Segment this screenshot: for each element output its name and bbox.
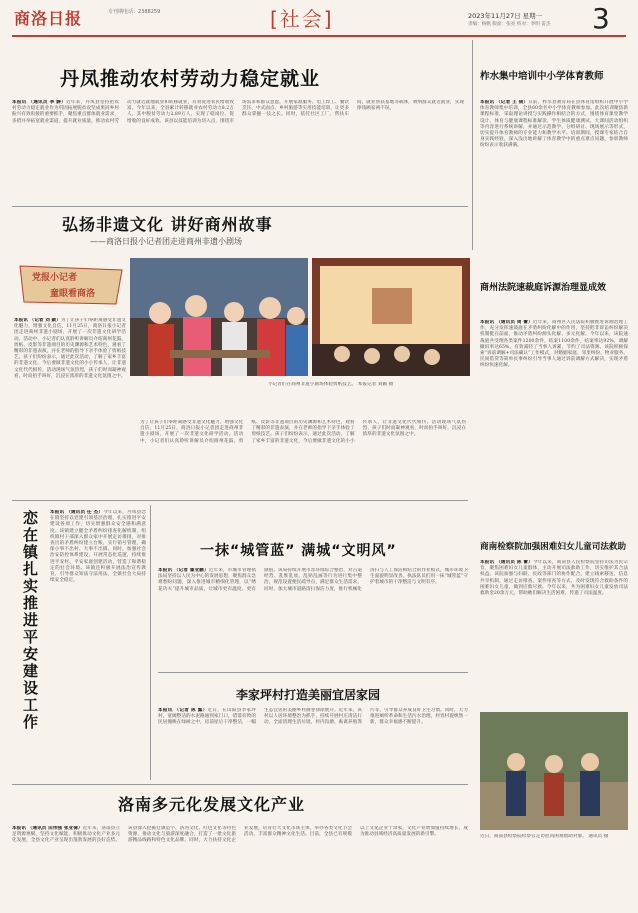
masthead-rule — [12, 35, 626, 37]
edition-info: 专刊期电话：2388259 — [108, 9, 161, 15]
issue-date: 2023年11月27日 星期一 — [468, 12, 543, 20]
section-title: [社会] — [270, 7, 334, 31]
article7-body — [158, 708, 468, 780]
article9-text: 近年来，洛南县立足资源禀赋，坚持文化赋能，积极推动文化产业多元化发展，全县文化产业呈现出蓬勃发展的良好态势。该县深入挖掘仓颉造字、洛河文化、红色文化等特色资源，推动文化与旅游深度融合，打造了一批文化旅游精品线路和特色文化品牌。同时，大力扶持文化企业发展，培育壮大文化市场主体，举办各类文化节会活动，丰富群众精神文化生活。目前，全县已有规模以上文化企业十余家，文化产业增加值持续增长，成为推动县域经济高质量发展的新引擎。 — [12, 826, 468, 844]
article7-title: 李家坪村打造美丽宜居家园 — [236, 688, 381, 702]
article1-text: 近年来，丹凤县坚持把农村劳动力稳定就业作为巩固拓展脱贫攻坚成果同乡村振兴有效衔接的重要抓手，聚焦重点群体就业需求，多措并举拓宽就业渠道，提升就业质量，推动农村劳动力就近就地就业和转移就业，有效促进农民增收致富。今年以来，全县累计转移就业农村劳动力8.2万人，其中脱贫劳动力2.89万人，实现了稳岗位、促增收的良好成效。该县以技能培训为切入点，围绕市场需求和群众意愿，开展家政服务、电工焊工、餐饮烹饪、中式面点、乡村旅游等实用技能培训，让更多群众掌握一技之长。同时，依托社区工厂、帮扶车间、就业帮扶基地等载体，吸纳群众就近就业，实现挣钱顾家两不误。 — [12, 100, 464, 124]
article2-byline: 本报讯 （记者 王 倩） — [480, 100, 529, 105]
article5-body — [50, 510, 146, 778]
article3-text-cont: 为了让孩子们零距离感受非遗文化魅力，增强文化自信，11月25日，商洛日报小记者团走进商州非遗小剧场，开展了一次非遗文化研学活动。活动中，小记者们认真聆听讲解员介绍商州花鼓、剪纸、皮影等非遗项目的历史渊源和艺术特色，观看了精彩的非遗表演，并在老师的指导下亲手体验了剪纸技艺。孩子们纷纷表示，通过此次活动，了解了家乡丰富的非遗文化，今后要做非遗文化的小小传承人，让非遗文化代代相传。活动现场气氛热烈，孩子们时而凝神观看，时而拍手叫好，沉浸在浓厚的非遗文化氛围之中。 — [140, 420, 466, 444]
column-divider-2 — [150, 505, 151, 780]
section-divider-3 — [158, 672, 468, 673]
article8-byline: 本报讯 （通讯员 陈 蕾） — [480, 560, 533, 565]
photo-stage-illustration — [312, 258, 470, 376]
article6-body — [158, 568, 468, 666]
section-divider-2 — [12, 500, 468, 501]
article8-caption: 近日，商南县检察院检察官走访慰问困难救助对象。 通讯员 摄 — [480, 834, 609, 839]
article1-byline: 本报讯 （通讯员 李 静） — [12, 100, 66, 105]
article4-byline: 本报讯 （通讯员 周 蕾） — [480, 320, 533, 325]
reporter-badge — [16, 262, 126, 308]
photo-children-craft — [130, 258, 308, 376]
article8-title: 商南检察院加强困难妇女儿童司法救助 — [480, 542, 627, 552]
article4-body — [480, 320, 628, 520]
page-number: 3 — [592, 2, 610, 35]
article2-text: 日前，柞水县教育局在县体育馆组织开展中小学体育教师集中培训，全县60余名中小学体育教师参加。此次培训聚焦新课程标准，采取理论讲授与实践操作相结合的方式，围绕体育课堂教学设计、体育与健康课程标准解读、学生体质健康测试、大课间活动组织等内容进行系统讲解，并通过示范教学、分组研讨、现场展示等形式，切实提升体育教师的专业能力和教学水平。培训期间，授课专家结合自身实践经验，深入浅出地讲解了体育教学中的重点难点问题，参训教师纷纷表示收获满满。 — [480, 100, 628, 149]
article8-text: 今年以来，商南县人民检察院坚持司法为民宗旨，聚焦困难妇女儿童群体，主动开展司法救助工作，切实维护其合法权益。该院加强与妇联、民政等部门的协作配合，建立线索移送、信息共享机制，通过走访排查、案件审查等方式，及时发现符合救助条件的困难妇女儿童，做到应救尽救。今年以来，共为困难妇女儿童发放司法救助金20余万元，帮助她们解决生活困难，传递了司法温度。 — [480, 560, 628, 597]
article9-byline: 本报讯 （通讯员 田伟强 张亚倩） — [12, 826, 83, 831]
article5-title: 恋在镇扎实推进平安建设工作 — [21, 510, 39, 731]
article3-byline: 本报讯 （记者 刘 颖） — [14, 318, 61, 323]
article9-title: 洛南多元化发展文化产业 — [118, 795, 306, 814]
article4-title: 商州法院速裁庭诉源治理显成效 — [480, 283, 607, 293]
article3-body — [14, 318, 126, 458]
section-divider-4 — [12, 784, 468, 785]
editor-line: 责编：杨帆 版面：张亮 校对：李明 雷杰 — [468, 22, 551, 27]
article7-byline: 本报讯 （记者 陈 露） — [158, 708, 208, 713]
article6-text: 近年来，市城市管理执法局坚持以人民为中心的发展思想，聚焦群众急难愁盼问题，深入推进城市精细化管理，以“绣花功夫”提升城市品质，让城市更有温度、更有颜值。该局持续开展市容环境综合整治，对占道经营、乱堆乱放、乱贴乱画等行为进行集中整治，规范设置便民疏导点，满足群众生活需求。同时，加大城市道路清扫保洁力度，推行机械化清扫与人工保洁相结合的作业模式，城市环境卫生面貌明显改善。执法队员们用一抹“城管蓝”守护着城市的干净整洁与文明有序。 — [158, 568, 468, 592]
section-divider — [12, 206, 468, 207]
article5-byline: 本报讯 （通讯员 任 杰） — [50, 510, 104, 515]
article2-body — [480, 100, 628, 245]
article6-byline: 本报讯 （记者 霍亚鹏） — [158, 568, 209, 573]
article3-text: 为了让孩子们零距离感受非遗文化魅力，增强文化自信，11月25日，商洛日报小记者团走进商州非遗小剧场，开展了一次非遗文化研学活动。活动中，小记者们认真聆听讲解员介绍商州花鼓、剪纸、皮影等非遗项目的历史渊源和艺术特色，观看了精彩的非遗表演，并在老师的指导下亲手体验了剪纸技艺。孩子们纷纷表示，通过此次活动，了解了家乡丰富的非遗文化，今后要做非遗文化的小小传承人，让非遗文化代代相传。活动现场气氛热烈，孩子们时而凝神观看，时而拍手叫好，沉浸在浓厚的非遗文化氛围之中。 — [14, 318, 126, 379]
masthead — [0, 0, 638, 44]
article3-caption: 小记者们在商州非遗小剧场体验剪纸技艺。 本报记者 刘颖 摄 — [268, 382, 394, 387]
photo-prosecutor-visit — [480, 712, 628, 830]
newspaper-logo: 商洛日报 — [14, 9, 83, 28]
article7-text: 近日，在山阳县李家坪村，宽阔整洁的水泥路通到家门口，错落有致的民居掩映在绿树之中，房前屋后干净整洁，一幅生态宜居的美丽乡村画卷徐徐展开。近年来，该村以人居环境整治为抓手，持续开展村庄清洁行动，全面清理生活垃圾、村内沟塘、畜禽养殖粪污等，引导群众养成良好卫生习惯。同时，大力推进厕所革命和生活污水治理，村容村貌焕然一新，群众幸福感不断提升。 — [158, 708, 468, 726]
photo-visit-illustration — [480, 712, 628, 830]
badge-line2: 童眼看商洛 — [50, 289, 96, 299]
article3-subhead: ——商洛日报小记者团走进商州非遗小剧场 — [90, 237, 242, 246]
badge-line1: 党报小记者 — [32, 273, 78, 283]
article2-title: 柞水集中培训中小学体育教师 — [480, 71, 604, 82]
article1-body — [12, 100, 464, 200]
article4-text: 近年来，商州区人民法院积极推进诉源治理工作，充分发挥速裁庭在矛盾纠纷化解中的作用，坚持把非诉讼纠纷解决机制挺在前面，推动矛盾纠纷源头化解、多元化解。今年以来，该院速裁庭共受理各类案件1200余件，结案1100余件，结案率达92%，调解撤诉率达65%，有效减轻了当事人诉累，节约了司法资源。该院积极探索“诉前调解+司法确认”工作模式，对婚姻家庭、邻里纠纷、物业服务、民间借贷等简单民事纠纷引导当事人通过诉前调解方式解决，实现矛盾纠纷快速化解。 — [480, 320, 628, 369]
article6-title: 一抹“城管蓝” 满城“文明风” — [200, 543, 397, 559]
article9-body — [12, 826, 468, 906]
article5-text: 今年以来，丹凤县恋在镇坚持以党建引领基层治理，扎实推进平安建设各项工作，切实增强群众安全感和满意度。该镇建立健全矛盾纠纷排查化解机制，组织镇村干部深入群众家中开展走访摸排，对排查出的矛盾纠纷建立台账，实行销号管理，确保小事不出村、大事不出镇。同时，加强社会治安防控体系建设，开展常态化巡逻，持续推进平安村、平安家庭创建活动，营造了和谐稳定的社会环境。该镇还积极开展法治宣传教育，引导群众知法守法用法，全镇社会大局持续安全稳定。 — [50, 510, 146, 584]
photo-children-illustration — [130, 258, 308, 376]
article1-title: 丹凤推动农村劳动力稳定就业 — [60, 68, 321, 90]
photo-shadow-puppet — [312, 258, 470, 376]
badge-shape-icon — [16, 262, 126, 308]
article3-headline: 弘扬非遗文化 讲好商州故事 — [62, 215, 273, 234]
article8-body — [480, 560, 628, 710]
article3-continue — [140, 420, 466, 480]
column-divider — [472, 40, 473, 250]
